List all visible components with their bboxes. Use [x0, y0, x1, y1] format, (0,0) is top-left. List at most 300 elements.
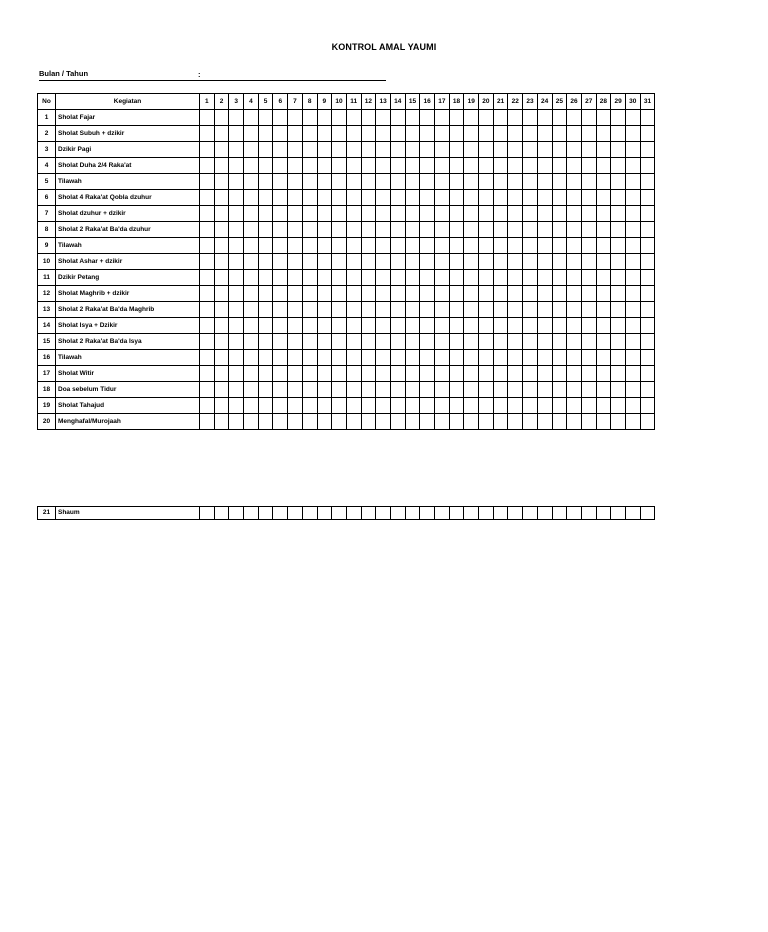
day-check-cell[interactable] [229, 382, 244, 398]
day-check-cell[interactable] [376, 126, 391, 142]
day-check-cell[interactable] [596, 110, 611, 126]
day-check-cell[interactable] [581, 206, 596, 222]
day-check-cell[interactable] [523, 254, 538, 270]
day-check-cell[interactable] [390, 398, 405, 414]
day-check-cell[interactable] [302, 302, 317, 318]
day-check-cell[interactable] [581, 302, 596, 318]
day-check-cell[interactable] [376, 334, 391, 350]
day-check-cell[interactable] [258, 126, 273, 142]
day-check-cell[interactable] [229, 222, 244, 238]
day-check-cell[interactable] [596, 222, 611, 238]
day-check-cell[interactable] [376, 270, 391, 286]
day-check-cell[interactable] [288, 414, 303, 430]
day-check-cell[interactable] [405, 334, 420, 350]
day-check-cell[interactable] [479, 382, 494, 398]
day-check-cell[interactable] [449, 238, 464, 254]
day-check-cell[interactable] [361, 318, 376, 334]
day-check-cell[interactable] [244, 238, 259, 254]
day-check-cell[interactable] [567, 398, 582, 414]
day-check-cell[interactable] [258, 158, 273, 174]
day-check-cell[interactable] [611, 507, 626, 520]
day-check-cell[interactable] [200, 334, 215, 350]
day-check-cell[interactable] [273, 142, 288, 158]
day-check-cell[interactable] [464, 174, 479, 190]
day-check-cell[interactable] [479, 398, 494, 414]
day-check-cell[interactable] [552, 302, 567, 318]
day-check-cell[interactable] [640, 142, 655, 158]
day-check-cell[interactable] [332, 382, 347, 398]
day-check-cell[interactable] [493, 366, 508, 382]
day-check-cell[interactable] [596, 238, 611, 254]
day-check-cell[interactable] [288, 507, 303, 520]
day-check-cell[interactable] [523, 334, 538, 350]
day-check-cell[interactable] [420, 190, 435, 206]
day-check-cell[interactable] [288, 334, 303, 350]
day-check-cell[interactable] [493, 414, 508, 430]
day-check-cell[interactable] [625, 318, 640, 334]
day-check-cell[interactable] [464, 507, 479, 520]
day-check-cell[interactable] [464, 206, 479, 222]
day-check-cell[interactable] [640, 190, 655, 206]
day-check-cell[interactable] [508, 366, 523, 382]
day-check-cell[interactable] [200, 302, 215, 318]
day-check-cell[interactable] [332, 126, 347, 142]
day-check-cell[interactable] [376, 190, 391, 206]
day-check-cell[interactable] [596, 270, 611, 286]
day-check-cell[interactable] [317, 190, 332, 206]
day-check-cell[interactable] [581, 507, 596, 520]
day-check-cell[interactable] [390, 286, 405, 302]
day-check-cell[interactable] [258, 350, 273, 366]
day-check-cell[interactable] [288, 398, 303, 414]
day-check-cell[interactable] [567, 270, 582, 286]
day-check-cell[interactable] [435, 190, 450, 206]
day-check-cell[interactable] [288, 158, 303, 174]
day-check-cell[interactable] [567, 110, 582, 126]
day-check-cell[interactable] [449, 382, 464, 398]
day-check-cell[interactable] [273, 222, 288, 238]
day-check-cell[interactable] [567, 254, 582, 270]
day-check-cell[interactable] [244, 190, 259, 206]
day-check-cell[interactable] [244, 142, 259, 158]
day-check-cell[interactable] [537, 350, 552, 366]
day-check-cell[interactable] [229, 126, 244, 142]
day-check-cell[interactable] [376, 174, 391, 190]
day-check-cell[interactable] [581, 110, 596, 126]
day-check-cell[interactable] [273, 398, 288, 414]
day-check-cell[interactable] [552, 142, 567, 158]
day-check-cell[interactable] [552, 206, 567, 222]
day-check-cell[interactable] [214, 206, 229, 222]
day-check-cell[interactable] [449, 366, 464, 382]
day-check-cell[interactable] [464, 126, 479, 142]
day-check-cell[interactable] [567, 507, 582, 520]
day-check-cell[interactable] [581, 190, 596, 206]
day-check-cell[interactable] [640, 507, 655, 520]
day-check-cell[interactable] [508, 174, 523, 190]
day-check-cell[interactable] [244, 334, 259, 350]
day-check-cell[interactable] [596, 382, 611, 398]
day-check-cell[interactable] [229, 206, 244, 222]
day-check-cell[interactable] [493, 110, 508, 126]
day-check-cell[interactable] [479, 110, 494, 126]
day-check-cell[interactable] [332, 238, 347, 254]
day-check-cell[interactable] [640, 206, 655, 222]
day-check-cell[interactable] [567, 174, 582, 190]
day-check-cell[interactable] [552, 507, 567, 520]
day-check-cell[interactable] [523, 174, 538, 190]
day-check-cell[interactable] [640, 174, 655, 190]
day-check-cell[interactable] [390, 507, 405, 520]
day-check-cell[interactable] [493, 382, 508, 398]
day-check-cell[interactable] [200, 318, 215, 334]
day-check-cell[interactable] [288, 110, 303, 126]
day-check-cell[interactable] [214, 270, 229, 286]
day-check-cell[interactable] [244, 302, 259, 318]
day-check-cell[interactable] [361, 222, 376, 238]
day-check-cell[interactable] [523, 507, 538, 520]
day-check-cell[interactable] [200, 206, 215, 222]
day-check-cell[interactable] [214, 302, 229, 318]
day-check-cell[interactable] [581, 222, 596, 238]
day-check-cell[interactable] [273, 238, 288, 254]
day-check-cell[interactable] [332, 174, 347, 190]
day-check-cell[interactable] [273, 206, 288, 222]
day-check-cell[interactable] [611, 126, 626, 142]
day-check-cell[interactable] [332, 222, 347, 238]
day-check-cell[interactable] [508, 350, 523, 366]
day-check-cell[interactable] [200, 190, 215, 206]
day-check-cell[interactable] [258, 142, 273, 158]
day-check-cell[interactable] [435, 302, 450, 318]
day-check-cell[interactable] [479, 254, 494, 270]
day-check-cell[interactable] [567, 126, 582, 142]
day-check-cell[interactable] [611, 414, 626, 430]
day-check-cell[interactable] [346, 158, 361, 174]
day-check-cell[interactable] [567, 190, 582, 206]
day-check-cell[interactable] [376, 414, 391, 430]
day-check-cell[interactable] [405, 270, 420, 286]
day-check-cell[interactable] [214, 142, 229, 158]
day-check-cell[interactable] [479, 158, 494, 174]
day-check-cell[interactable] [288, 238, 303, 254]
day-check-cell[interactable] [537, 190, 552, 206]
day-check-cell[interactable] [420, 286, 435, 302]
day-check-cell[interactable] [273, 254, 288, 270]
day-check-cell[interactable] [258, 206, 273, 222]
day-check-cell[interactable] [552, 270, 567, 286]
day-check-cell[interactable] [273, 414, 288, 430]
day-check-cell[interactable] [596, 158, 611, 174]
day-check-cell[interactable] [405, 350, 420, 366]
day-check-cell[interactable] [200, 286, 215, 302]
day-check-cell[interactable] [479, 366, 494, 382]
day-check-cell[interactable] [464, 350, 479, 366]
day-check-cell[interactable] [596, 350, 611, 366]
day-check-cell[interactable] [317, 350, 332, 366]
day-check-cell[interactable] [552, 414, 567, 430]
day-check-cell[interactable] [390, 206, 405, 222]
day-check-cell[interactable] [317, 507, 332, 520]
day-check-cell[interactable] [273, 350, 288, 366]
day-check-cell[interactable] [390, 350, 405, 366]
day-check-cell[interactable] [581, 238, 596, 254]
day-check-cell[interactable] [523, 302, 538, 318]
day-check-cell[interactable] [523, 286, 538, 302]
day-check-cell[interactable] [390, 110, 405, 126]
day-check-cell[interactable] [552, 174, 567, 190]
day-check-cell[interactable] [435, 270, 450, 286]
day-check-cell[interactable] [420, 350, 435, 366]
day-check-cell[interactable] [479, 286, 494, 302]
day-check-cell[interactable] [361, 350, 376, 366]
day-check-cell[interactable] [332, 350, 347, 366]
day-check-cell[interactable] [523, 350, 538, 366]
day-check-cell[interactable] [611, 398, 626, 414]
day-check-cell[interactable] [214, 286, 229, 302]
day-check-cell[interactable] [611, 382, 626, 398]
day-check-cell[interactable] [640, 158, 655, 174]
day-check-cell[interactable] [273, 302, 288, 318]
day-check-cell[interactable] [405, 302, 420, 318]
day-check-cell[interactable] [640, 270, 655, 286]
day-check-cell[interactable] [493, 334, 508, 350]
day-check-cell[interactable] [346, 174, 361, 190]
day-check-cell[interactable] [229, 366, 244, 382]
day-check-cell[interactable] [229, 270, 244, 286]
day-check-cell[interactable] [640, 334, 655, 350]
day-check-cell[interactable] [332, 254, 347, 270]
day-check-cell[interactable] [567, 286, 582, 302]
day-check-cell[interactable] [258, 270, 273, 286]
day-check-cell[interactable] [479, 302, 494, 318]
day-check-cell[interactable] [346, 366, 361, 382]
day-check-cell[interactable] [611, 270, 626, 286]
day-check-cell[interactable] [317, 398, 332, 414]
day-check-cell[interactable] [244, 507, 259, 520]
day-check-cell[interactable] [449, 398, 464, 414]
day-check-cell[interactable] [361, 206, 376, 222]
day-check-cell[interactable] [346, 190, 361, 206]
day-check-cell[interactable] [640, 318, 655, 334]
day-check-cell[interactable] [464, 222, 479, 238]
day-check-cell[interactable] [625, 110, 640, 126]
day-check-cell[interactable] [435, 318, 450, 334]
day-check-cell[interactable] [258, 238, 273, 254]
day-check-cell[interactable] [449, 174, 464, 190]
day-check-cell[interactable] [611, 366, 626, 382]
day-check-cell[interactable] [581, 254, 596, 270]
day-check-cell[interactable] [464, 238, 479, 254]
day-check-cell[interactable] [214, 238, 229, 254]
day-check-cell[interactable] [523, 270, 538, 286]
day-check-cell[interactable] [244, 318, 259, 334]
day-check-cell[interactable] [200, 126, 215, 142]
day-check-cell[interactable] [449, 110, 464, 126]
day-check-cell[interactable] [258, 366, 273, 382]
day-check-cell[interactable] [302, 286, 317, 302]
day-check-cell[interactable] [302, 414, 317, 430]
day-check-cell[interactable] [479, 350, 494, 366]
day-check-cell[interactable] [302, 366, 317, 382]
day-check-cell[interactable] [244, 158, 259, 174]
day-check-cell[interactable] [581, 270, 596, 286]
day-check-cell[interactable] [288, 126, 303, 142]
day-check-cell[interactable] [361, 238, 376, 254]
day-check-cell[interactable] [214, 190, 229, 206]
day-check-cell[interactable] [493, 507, 508, 520]
day-check-cell[interactable] [361, 158, 376, 174]
day-check-cell[interactable] [390, 318, 405, 334]
day-check-cell[interactable] [581, 366, 596, 382]
day-check-cell[interactable] [464, 270, 479, 286]
day-check-cell[interactable] [567, 318, 582, 334]
day-check-cell[interactable] [405, 206, 420, 222]
day-check-cell[interactable] [611, 222, 626, 238]
day-check-cell[interactable] [464, 110, 479, 126]
day-check-cell[interactable] [449, 334, 464, 350]
day-check-cell[interactable] [552, 366, 567, 382]
day-check-cell[interactable] [537, 158, 552, 174]
day-check-cell[interactable] [273, 366, 288, 382]
day-check-cell[interactable] [435, 222, 450, 238]
day-check-cell[interactable] [200, 238, 215, 254]
day-check-cell[interactable] [611, 334, 626, 350]
day-check-cell[interactable] [420, 382, 435, 398]
day-check-cell[interactable] [376, 350, 391, 366]
day-check-cell[interactable] [258, 254, 273, 270]
day-check-cell[interactable] [435, 414, 450, 430]
day-check-cell[interactable] [640, 302, 655, 318]
day-check-cell[interactable] [420, 174, 435, 190]
day-check-cell[interactable] [346, 318, 361, 334]
day-check-cell[interactable] [376, 507, 391, 520]
day-check-cell[interactable] [625, 286, 640, 302]
day-check-cell[interactable] [537, 222, 552, 238]
day-check-cell[interactable] [288, 142, 303, 158]
day-check-cell[interactable] [625, 190, 640, 206]
day-check-cell[interactable] [214, 222, 229, 238]
day-check-cell[interactable] [537, 286, 552, 302]
day-check-cell[interactable] [229, 286, 244, 302]
day-check-cell[interactable] [273, 126, 288, 142]
day-check-cell[interactable] [229, 507, 244, 520]
day-check-cell[interactable] [567, 302, 582, 318]
day-check-cell[interactable] [596, 254, 611, 270]
day-check-cell[interactable] [537, 126, 552, 142]
day-check-cell[interactable] [376, 222, 391, 238]
day-check-cell[interactable] [258, 110, 273, 126]
day-check-cell[interactable] [229, 318, 244, 334]
day-check-cell[interactable] [200, 158, 215, 174]
day-check-cell[interactable] [537, 254, 552, 270]
day-check-cell[interactable] [346, 302, 361, 318]
day-check-cell[interactable] [567, 350, 582, 366]
day-check-cell[interactable] [611, 206, 626, 222]
day-check-cell[interactable] [552, 126, 567, 142]
day-check-cell[interactable] [229, 190, 244, 206]
day-check-cell[interactable] [596, 142, 611, 158]
day-check-cell[interactable] [346, 110, 361, 126]
day-check-cell[interactable] [581, 142, 596, 158]
day-check-cell[interactable] [493, 254, 508, 270]
day-check-cell[interactable] [537, 174, 552, 190]
day-check-cell[interactable] [376, 238, 391, 254]
day-check-cell[interactable] [567, 222, 582, 238]
day-check-cell[interactable] [552, 222, 567, 238]
day-check-cell[interactable] [288, 350, 303, 366]
day-check-cell[interactable] [258, 302, 273, 318]
day-check-cell[interactable] [346, 414, 361, 430]
day-check-cell[interactable] [317, 126, 332, 142]
day-check-cell[interactable] [581, 382, 596, 398]
day-check-cell[interactable] [420, 254, 435, 270]
day-check-cell[interactable] [625, 350, 640, 366]
day-check-cell[interactable] [420, 318, 435, 334]
day-check-cell[interactable] [390, 174, 405, 190]
day-check-cell[interactable] [420, 206, 435, 222]
day-check-cell[interactable] [479, 270, 494, 286]
day-check-cell[interactable] [214, 174, 229, 190]
day-check-cell[interactable] [288, 318, 303, 334]
day-check-cell[interactable] [523, 414, 538, 430]
day-check-cell[interactable] [302, 507, 317, 520]
day-check-cell[interactable] [523, 110, 538, 126]
day-check-cell[interactable] [508, 222, 523, 238]
day-check-cell[interactable] [420, 110, 435, 126]
day-check-cell[interactable] [493, 302, 508, 318]
day-check-cell[interactable] [288, 270, 303, 286]
day-check-cell[interactable] [537, 366, 552, 382]
day-check-cell[interactable] [317, 270, 332, 286]
day-check-cell[interactable] [376, 142, 391, 158]
day-check-cell[interactable] [537, 206, 552, 222]
day-check-cell[interactable] [332, 366, 347, 382]
day-check-cell[interactable] [361, 110, 376, 126]
day-check-cell[interactable] [405, 174, 420, 190]
day-check-cell[interactable] [479, 174, 494, 190]
day-check-cell[interactable] [273, 286, 288, 302]
day-check-cell[interactable] [625, 222, 640, 238]
day-check-cell[interactable] [625, 270, 640, 286]
day-check-cell[interactable] [214, 382, 229, 398]
day-check-cell[interactable] [640, 254, 655, 270]
day-check-cell[interactable] [420, 222, 435, 238]
day-check-cell[interactable] [244, 222, 259, 238]
day-check-cell[interactable] [376, 206, 391, 222]
day-check-cell[interactable] [479, 318, 494, 334]
day-check-cell[interactable] [435, 126, 450, 142]
day-check-cell[interactable] [317, 382, 332, 398]
day-check-cell[interactable] [625, 366, 640, 382]
day-check-cell[interactable] [508, 382, 523, 398]
day-check-cell[interactable] [508, 126, 523, 142]
day-check-cell[interactable] [420, 126, 435, 142]
day-check-cell[interactable] [611, 158, 626, 174]
day-check-cell[interactable] [552, 318, 567, 334]
day-check-cell[interactable] [258, 174, 273, 190]
day-check-cell[interactable] [258, 286, 273, 302]
day-check-cell[interactable] [625, 254, 640, 270]
day-check-cell[interactable] [258, 318, 273, 334]
day-check-cell[interactable] [625, 398, 640, 414]
day-check-cell[interactable] [229, 302, 244, 318]
day-check-cell[interactable] [200, 110, 215, 126]
day-check-cell[interactable] [464, 302, 479, 318]
day-check-cell[interactable] [435, 254, 450, 270]
day-check-cell[interactable] [479, 334, 494, 350]
day-check-cell[interactable] [523, 238, 538, 254]
